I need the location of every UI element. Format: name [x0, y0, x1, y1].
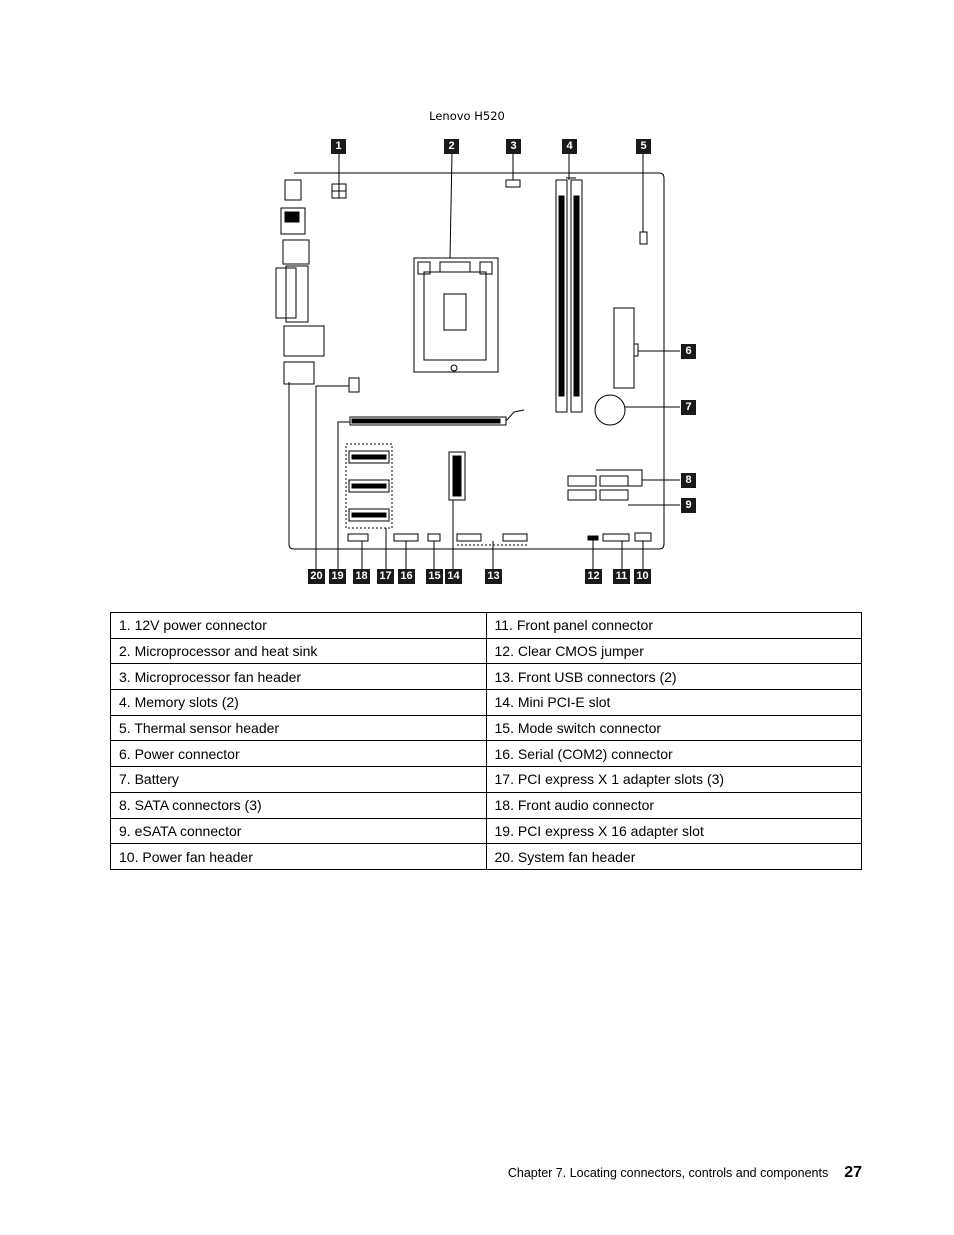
thermal-header	[640, 232, 647, 244]
pcie-x1-slots	[346, 444, 392, 528]
callout-18: 18	[353, 569, 370, 584]
sata-connectors	[568, 476, 628, 500]
legend-cell: 6. Power connector	[111, 741, 487, 767]
table-row	[111, 613, 862, 639]
callout-7: 7	[681, 400, 696, 415]
legend-cell: 1. 12V power connector	[111, 613, 487, 639]
legend-cell: 11. Front panel connector	[486, 613, 862, 639]
callout-8: 8	[681, 473, 696, 488]
battery	[595, 395, 625, 425]
legend-cell: 7. Battery	[111, 767, 487, 793]
legend-cell: 5. Thermal sensor header	[111, 715, 487, 741]
legend-cell: 20. System fan header	[486, 844, 862, 870]
callout-13: 13	[485, 569, 502, 584]
page-number: 27	[844, 1164, 862, 1181]
table-row	[111, 638, 862, 664]
mini-pcie-slot	[449, 452, 465, 500]
table-row	[111, 767, 862, 793]
board-outline	[289, 173, 664, 549]
legend-cell: 13. Front USB connectors (2)	[486, 664, 862, 690]
bottom-headers	[348, 533, 651, 541]
callout-9: 9	[681, 498, 696, 513]
legend-cell: 12. Clear CMOS jumper	[486, 638, 862, 664]
callout-15: 15	[426, 569, 443, 584]
cpu-fan-header	[506, 180, 520, 187]
legend-cell: 8. SATA connectors (3)	[111, 792, 487, 818]
callout-4: 4	[562, 139, 577, 154]
legend-cell: 19. PCI express X 16 adapter slot	[486, 818, 862, 844]
legend-cell: 16. Serial (COM2) connector	[486, 741, 862, 767]
legend-cell: 10. Power fan header	[111, 844, 487, 870]
callout-12: 12	[585, 569, 602, 584]
component-legend-table	[110, 612, 862, 870]
callout-11: 11	[613, 569, 630, 584]
callout-16: 16	[398, 569, 415, 584]
callout-14: 14	[445, 569, 462, 584]
legend-cell: 14. Mini PCI-E slot	[486, 690, 862, 716]
pcie-x16-slot	[350, 410, 524, 425]
system-fan-header	[349, 378, 359, 392]
memory-slots	[556, 178, 582, 412]
figure-title: Lenovo H520	[429, 109, 505, 123]
table-row	[111, 664, 862, 690]
table-row	[111, 792, 862, 818]
legend-cell: 9. eSATA connector	[111, 818, 487, 844]
callout-10: 10	[634, 569, 651, 584]
table-row	[111, 741, 862, 767]
legend-cell: 4. Memory slots (2)	[111, 690, 487, 716]
table-row	[111, 690, 862, 716]
power-connector	[614, 308, 638, 388]
callout-3: 3	[506, 139, 521, 154]
callout-19: 19	[329, 569, 346, 584]
motherboard-diagram	[0, 0, 954, 600]
callout-17: 17	[377, 569, 394, 584]
legend-cell: 17. PCI express X 1 adapter slots (3)	[486, 767, 862, 793]
page-footer	[508, 1164, 862, 1182]
callout-5: 5	[636, 139, 651, 154]
12v-connector	[332, 184, 346, 198]
callout-1: 1	[331, 139, 346, 154]
chapter-reference: Chapter 7. Locating connectors, controls and components	[507, 1166, 829, 1180]
table-row	[111, 844, 862, 870]
rear-io-ports	[276, 180, 324, 384]
callout-2: 2	[444, 139, 459, 154]
callout-6: 6	[681, 344, 696, 359]
legend-cell: 3. Microprocessor fan header	[111, 664, 487, 690]
legend-cell: 15. Mode switch connector	[486, 715, 862, 741]
cpu-socket	[414, 258, 498, 372]
legend-cell: 18. Front audio connector	[486, 792, 862, 818]
callout-20: 20	[308, 569, 325, 584]
legend-cell: 2. Microprocessor and heat sink	[111, 638, 487, 664]
table-row	[111, 818, 862, 844]
table-row	[111, 715, 862, 741]
